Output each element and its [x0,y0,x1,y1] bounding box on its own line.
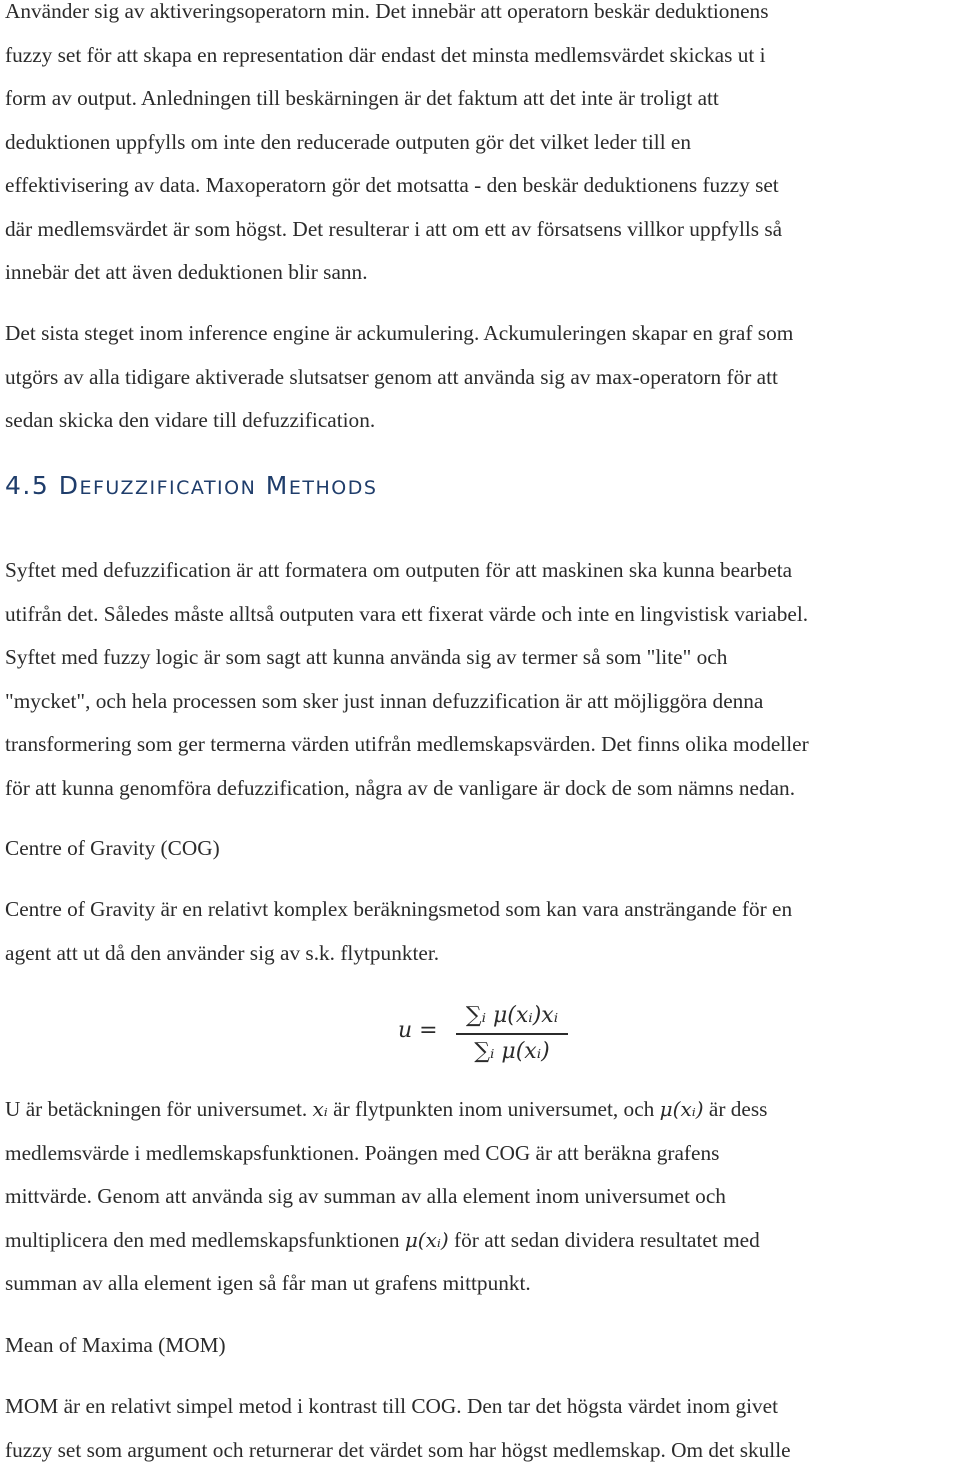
text-line: mittvärde. Genom att använda sig av summan av alla element inom universumet och [5,1184,726,1208]
paragraph-accumulation [5,312,960,443]
section-heading [5,466,377,508]
subheading-mom [5,1324,960,1368]
text-line: där medlemsvärdet är som högst. Det resulterar i att om ett av försatsens villkor uppfylls så [5,216,783,241]
fraction-bar [456,1033,568,1035]
formula-lhs: u = [398,1018,438,1043]
subheading-cog [5,827,960,871]
text-line: fuzzy set för att skapa en representation där endast det minsta medlemsvärdet skickas ut i [5,42,766,67]
text-line: innebär det att även deduktionen blir sann. [5,260,368,284]
formula-numerator: ∑ᵢ μ(xᵢ)xᵢ [465,1003,559,1028]
text-line: Syftet med fuzzy logic är som sagt att kunna använda sig av termer så som "lite" och [5,645,728,669]
text-line [5,1219,960,1263]
text-line: effektivisering av data. Maxoperatorn gör det motsatta - den beskär deduktionens fuzzy set [5,173,779,197]
text-line: utgörs av alla tidigare aktiverade slutsatser genom att använda sig av max-operatorn för att [5,364,778,389]
text-line: Använder sig av aktiveringsoperatorn min. Det innebär att operatorn beskär deduktionens [5,0,769,23]
text-line: transformering som ger termerna värden utifrån medlemskapsvärden. Det finns olika modeller [5,732,809,756]
text-line: MOM är en relativt simpel metod i kontrast till COG. Den tar det högsta värdet inom givet [5,1394,779,1418]
text-line: Centre of Gravity är en relativt komplex beräkningsmetod som kan vara ansträngande för en [5,897,793,921]
text-run: är flytpunkten inom universumet, och [327,1097,660,1121]
text-line: för att kunna genomföra defuzzification, några av de vanligare är dock de som nämns nedan. [5,775,796,800]
math-xi: xᵢ [312,1097,328,1121]
paragraph-defuzzification [5,549,960,810]
math-mu-xi: μ(xᵢ) [404,1227,449,1252]
paragraph-mom [5,1385,960,1466]
text-run: multiplicera den med medlemskapsfunktionen [5,1227,405,1252]
heading-smallcaps: EFUZZIFICATION [79,477,257,499]
subheading-text: Mean of Maxima (MOM) [5,1333,226,1357]
heading-initial: D [58,471,80,500]
text-run: är dess [703,1097,768,1121]
paragraph-cog [5,888,960,975]
math-mu-xi: μ(xᵢ) [659,1097,704,1121]
section-number: 4.5 [5,471,50,500]
text-line: agent att ut då den använder sig av s.k. flytpunkter. [5,940,440,965]
text-line [5,1088,960,1132]
paragraph-cog-explanation [5,1088,960,1306]
text-line: Det sista steget inom inference engine är ackumulering. Ackumuleringen skapar en graf som [5,321,794,345]
formula-denominator: ∑ᵢ μ(xᵢ) [474,1038,550,1064]
text-line: utifrån det. Således måste alltså outputen vara ett fixerat värde och inte en lingvistisk variabel. [5,601,809,626]
text-line: medlemsvärde i medlemskapsfunktionen. Poängen med COG är att beräkna grafens [5,1140,720,1165]
text-line: fuzzy set som argument och returnerar det värdet som har högst medlemskap. Om det skulle [5,1437,791,1462]
heading-initial: M [265,471,289,500]
text-run: för att sedan dividera resultatet med [448,1227,760,1252]
subheading-text: Centre of Gravity (COG) [5,836,220,860]
text-line: Syftet med defuzzification är att formatera om outputen för att maskinen ska kunna bearbeta [5,558,793,582]
text-line: "mycket", och hela processen som sker just innan defuzzification är att möjliggöra denna [5,688,764,713]
formula-fraction [456,1000,568,1068]
paragraph-activation-operator [5,0,960,295]
text-line: form av output. Anledningen till beskärningen är det faktum att det inte är troligt att [5,86,719,110]
text-line: sedan skicka den vidare till defuzzification. [5,408,376,432]
text-line: summan av alla element igen så får man ut grafens mittpunkt. [5,1271,531,1295]
text-line: deduktionen uppfylls om inte den reducerade outputen gör det vilket leder till en [5,129,692,154]
text-run: U är betäckningen för universumet. [5,1097,313,1121]
heading-smallcaps: ETHODS [288,477,378,499]
